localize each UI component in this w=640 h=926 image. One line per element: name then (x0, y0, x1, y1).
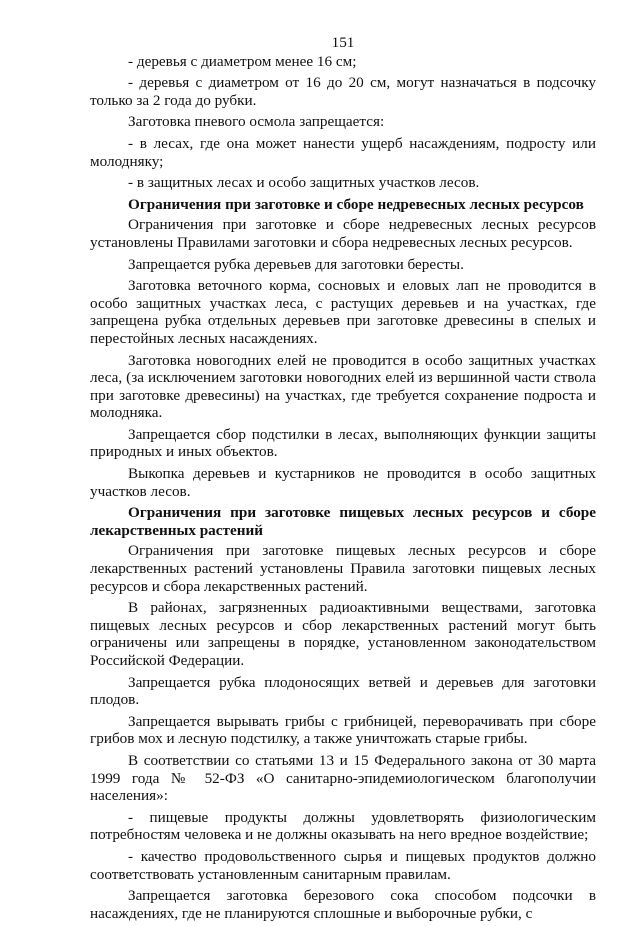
paragraph: Запрещается сбор подстилки в лесах, выполняющих функции защиты природных и иных объектов. (90, 425, 596, 461)
paragraph: Запрещается заготовка березового сока способом подсочки в насаждениях, где не планируются сплошные и выборочные рубки, с (90, 887, 596, 922)
paragraph: Ограничения при заготовке пищевых лесных ресурсов и сборе лекарственных растений установлены Правила заготовки пищевых лесных ресурсов и сбора лекарственных растений. (90, 542, 596, 595)
paragraph: - деревья с диаметром менее 16 см; (128, 52, 357, 70)
page-number: 151 (331, 34, 355, 51)
paragraph: Ограничения при заготовке и сборе недревесных лесных ресурсов установлены Правилами заготовки и сбора недревесных лесных ресурсов. (90, 216, 596, 251)
paragraph: Заготовка веточного корма, сосновых и еловых лап не проводится в особо защитных участках леса, с растущих деревьев и на участках, где запрещена рубка отдельных деревьев при заготовке древесины в спелых и перестойных лесных насаждениях. (90, 277, 596, 347)
document-page (90, 34, 596, 926)
paragraph: Выкопка деревьев и кустарников не проводится в особо защитных участков лесов. (90, 465, 596, 500)
paragraph: Запрещается рубка плодоносящих ветвей и деревьев для заготовки плодов. (90, 673, 596, 709)
section-heading: Ограничения при заготовке пищевых лесных ресурсов и сборе лекарственных растений (90, 504, 596, 539)
paragraph: В соответствии со статьями 13 и 15 Федерального закона от 30 марта 1999 года № 52-ФЗ «О санитарно-эпидемиологическом благополучии населения»: (90, 751, 596, 805)
paragraph: - качество продовольственного сырья и пищевых продуктов должно соответствовать установленным санитарным правилам. (90, 847, 596, 883)
paragraph: Запрещается рубка деревьев для заготовки бересты. (128, 255, 464, 273)
paragraph: - деревья с диаметром от 16 до 20 см, могут назначаться в подсочку только за 2 года до рубки. (90, 74, 596, 109)
paragraph: Запрещается вырывать грибы с грибницей, переворачивать при сборе грибов мох и лесную подстилку, а также уничтожать старые грибы. (90, 712, 596, 748)
paragraph: - в лесах, где она может нанести ущерб насаждениям, подросту или молодняку; (90, 134, 596, 170)
paragraph: - пищевые продукты должны удовлетворять физиологическим потребностям человека и не должны оказывать на него вредное воздействие; (90, 808, 596, 844)
paragraph: В районах, загрязненных радиоактивными веществами, заготовка пищевых лесных ресурсов и сбор лекарственных растений могут быть ограничены или запрещены в порядке, установленном законодательством Российской Федерации. (90, 599, 596, 669)
paragraph: Заготовка новогодних елей не проводится в особо защитных участках леса, (за исключением заготовки новогодних елей из вершинной части ствола при заготовке древесины) на участках, где требуется сохранение подроста и молодняка. (90, 351, 596, 422)
section-heading: Ограничения при заготовке и сборе недревесных лесных ресурсов (128, 195, 584, 213)
paragraph: - в защитных лесах и особо защитных участков лесов. (128, 174, 480, 192)
paragraph: Заготовка пневого осмола запрещается: (128, 113, 385, 131)
document-body (90, 53, 596, 923)
